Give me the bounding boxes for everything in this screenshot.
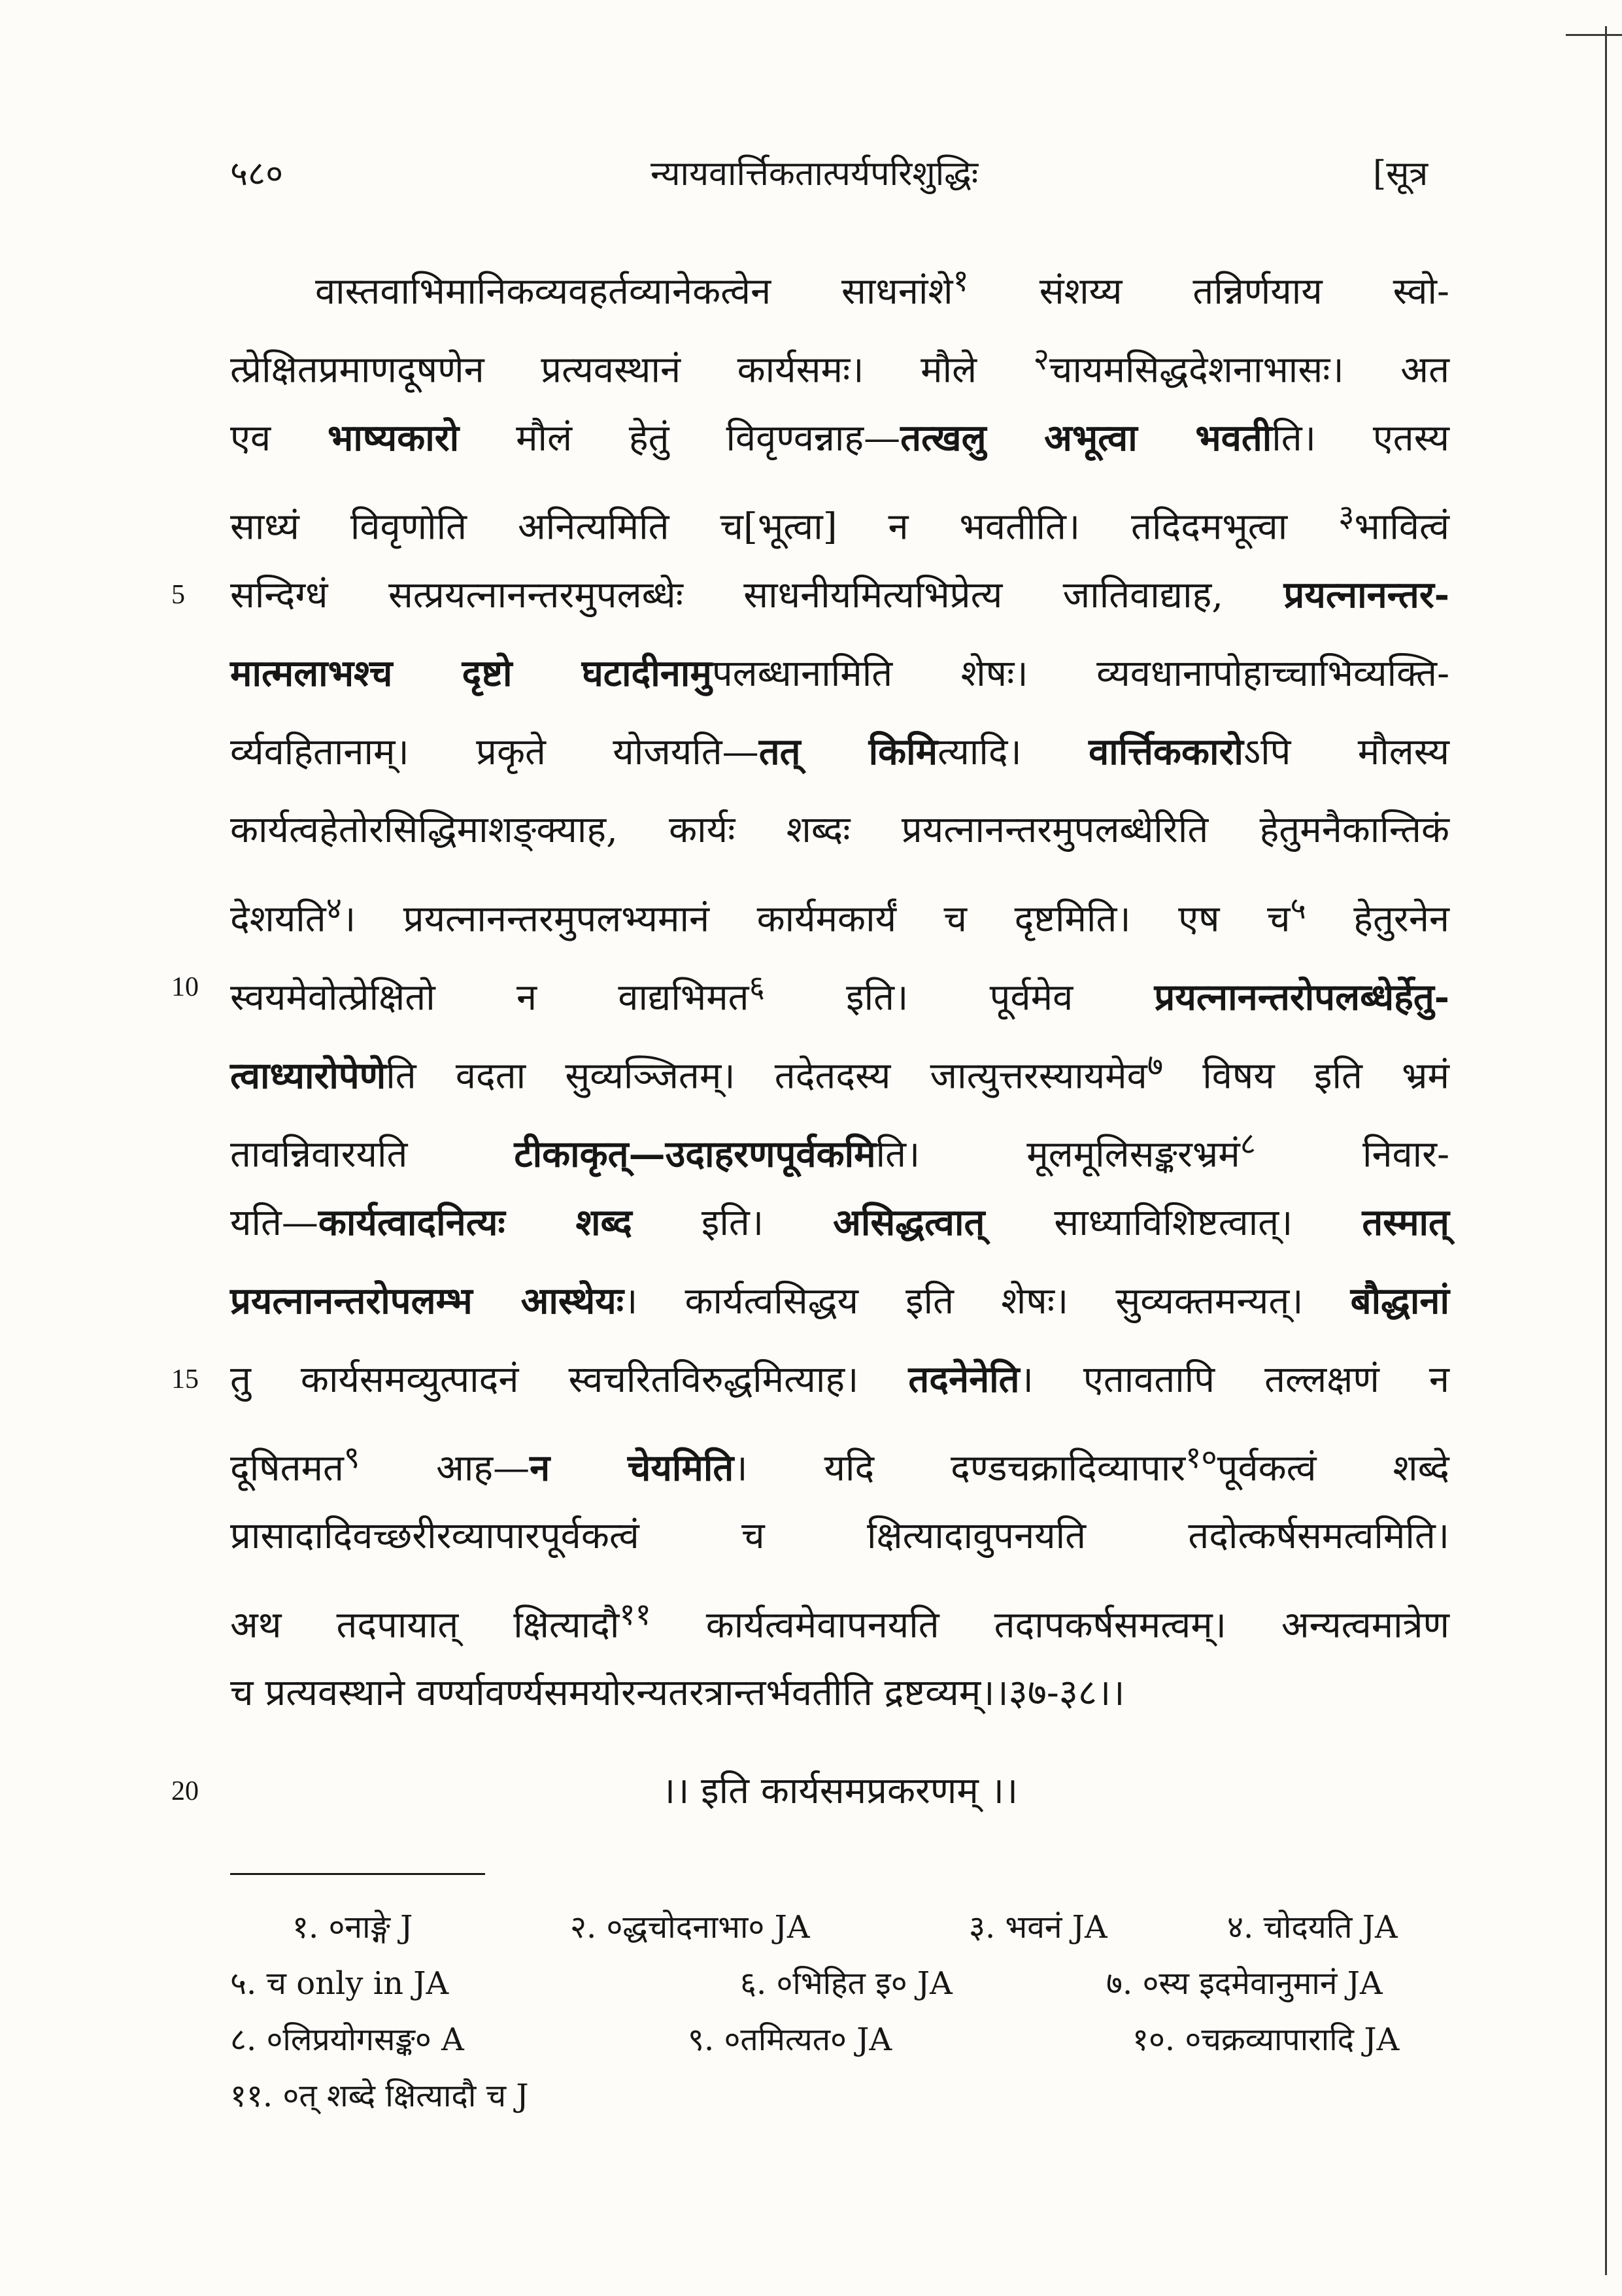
text-line: साध्यं विवृणोति अनित्यमिति च[भूत्वा] न भवतीति। तदिदमभूत्वा $^३$भावित्वं — [230, 499, 1449, 549]
text-line: यति—कार्यत्वादनित्यः शब्द इति। असिद्धत्वात् साध्याविशिष्टत्वात्। तस्मात् — [230, 1201, 1449, 1244]
bold-term: प्रयत्नानन्तर- — [1283, 573, 1449, 616]
footnote-row — [230, 1955, 1449, 2012]
colophon-text: ।। इति कार्यसमप्रकरणम् ।। — [661, 1770, 1019, 1812]
page-header — [0, 149, 1622, 201]
section-colophon — [171, 1755, 1449, 1827]
text-line: कार्यत्वहेतोरसिद्धिमाशङ्क्याह, कार्यः शब्दः प्रयत्नानन्तरमुपलब्धेरिति हेतुमनैकान्तिकं — [230, 809, 1449, 851]
footnote: ७. ०स्य इदमेवानुमानं JA — [1106, 1965, 1383, 2002]
footnote: ९. ०तमित्यत० JA — [688, 2021, 892, 2058]
footnote-ref: ४ — [326, 891, 342, 926]
text-line: वास्तवाभिमानिकव्यवहर्तव्यानेकत्वेन साधनांशे$^१$ संशय्य तन्निर्णयाय स्वो- — [315, 263, 1449, 313]
footnote: ५. च only in JA — [230, 1965, 449, 2002]
commentary-text — [171, 242, 1450, 1732]
footnote-ref: ११ — [619, 1597, 651, 1632]
bold-term: असिद्धत्वात् — [833, 1201, 985, 1244]
bold-term: टीकाकृत्—उदाहरणपूर्वकमि — [514, 1132, 876, 1176]
bold-term: बौद्धानां — [1350, 1279, 1449, 1323]
footnote-row — [230, 1899, 1449, 1955]
footnote-ref: ७ — [1147, 1048, 1164, 1083]
text-line: दूषितमत$^९$ आह—न चेयमिति। यदि दण्डचक्रादिव्यापार$^{१०}$पूर्वकत्वं शब्दे — [230, 1440, 1449, 1490]
footnote: ४. चोदयति JA — [1227, 1909, 1398, 1946]
text-line: र्व्यवहितानाम्। प्रकृते योजयति—तत् किमित्यादि। वार्त्तिककारोऽपि मौलस्य — [230, 730, 1449, 773]
footnote: ६. ०भिहित इ० JA — [740, 1965, 953, 2002]
bold-term: तदनेनेति — [908, 1358, 1020, 1401]
line-number: 15 — [171, 1364, 199, 1394]
bold-term: तत् किमि — [758, 730, 938, 773]
footnote-ref: २ — [1033, 342, 1049, 377]
page-number: ५८० — [230, 154, 284, 194]
footnote-ref: ९ — [343, 1440, 360, 1476]
bold-term: त्वाध्यारोपेणे — [230, 1054, 386, 1098]
bold-term: मात्मलाभश्च दृष्टो घटादीनामु — [230, 652, 712, 695]
footnote-row — [230, 2012, 1449, 2068]
footnotes — [230, 1899, 1449, 2124]
footnote: २. ०द्धचोदनाभा० JA — [570, 1909, 810, 1946]
bold-term: कार्यत्वादनित्यः शब्द — [318, 1201, 632, 1244]
footnote-ref: ८ — [1240, 1126, 1256, 1162]
line-number: 10 — [171, 972, 199, 1002]
section-mark: [सूत्र — [1373, 154, 1428, 194]
bold-term: प्रयत्नानन्तरोपलब्धेर्हेतु- — [1154, 975, 1449, 1019]
footnote-ref: ५ — [1290, 891, 1306, 926]
footnote: १०. ०चक्रव्यापारादि JA — [1132, 2021, 1400, 2058]
text-line: 10 स्वयमेवोत्प्रेक्षितो न वाद्यभिमत$^६$ इति। पूर्वमेव प्रयत्नानन्तरोपलब्धेर्हेतु- — [230, 948, 1449, 1026]
text-line: मात्मलाभश्च दृष्टो घटादीनामुपलब्धानामिति शेषः। व्यवधानापोहाच्चाभिव्यक्ति- — [230, 652, 1449, 695]
line-number: 20 — [171, 1776, 199, 1806]
bold-term: भाष्यकारो — [328, 416, 460, 460]
text-line: त्प्रेक्षितप्रमाणदूषणेन प्रत्यवस्थानं कार्यसमः। मौले $^२$चायमसिद्धदेशनाभासः। अत — [230, 342, 1449, 392]
footnote: ११. ०त् शब्दे क्षित्यादौ च J — [230, 2078, 529, 2114]
running-title: न्यायवार्त्तिकतात्पर्यपरिशुद्धिः — [650, 154, 979, 194]
footnote: ३. भवनं JA — [969, 1909, 1107, 1946]
text-line: तावन्निवारयति टीकाकृत्—उदाहरणपूर्वकमिति। मूलमूलिसङ्करभ्रमं$^८$ निवार- — [230, 1126, 1449, 1176]
bold-term: वार्त्तिककारो — [1089, 730, 1243, 773]
bold-term: तस्मात् — [1362, 1201, 1449, 1244]
text-line: देशयति$^४$। प्रयत्नानन्तरमुपलभ्यमानं कार्यमकार्यं च दृष्टमिति। एष च$^५$ हेतुरनेन — [230, 891, 1450, 941]
text-line: प्रासादादिवच्छरीरव्यापारपूर्वकत्वं च क्षित्यादावुपनयति तदोत्कर्षसमत्वमिति। — [230, 1515, 1449, 1557]
footnote: १. ०नाङ्गे J — [292, 1909, 413, 1946]
text-line: अथ तदपायात् क्षित्यादौ$^{११}$ कार्यत्वमेवापनयति तदापकर्षसमत्वम्। अन्यत्वमात्रेण — [230, 1597, 1449, 1647]
bold-term: न चेयमिति — [530, 1446, 734, 1490]
bold-term: तत्खलु अभूत्वा भवती — [900, 416, 1272, 460]
footnote: ८. ०लिप्रयोगसङ्क० A — [230, 2021, 464, 2058]
footnote-row — [230, 2068, 1449, 2124]
text-line: प्रयत्नानन्तरोपलम्भ आस्थेयः। कार्यत्वसिद्धय इति शेषः। सुव्यक्तमन्यत्। बौद्धानां — [230, 1279, 1449, 1323]
text-line: 5 सन्दिग्धं सत्प्रयत्नानन्तरमुपलब्धेः साधनीयमित्यभिप्रेत्य जातिवाद्याह, प्रयत्नानन्तर- — [230, 556, 1449, 634]
text-line: 15 तु कार्यसमव्युत्पादनं स्वचरितविरुद्धमित्याह। तदनेनेति। एतावतापि तल्लक्षणं न — [230, 1340, 1449, 1419]
text-line: च प्रत्यवस्थाने वर्ण्यावर्ण्यसमयोरन्यतरत्रान्तर्भवतीति द्रष्टव्यम्।।३७-३८।। — [230, 1672, 1125, 1714]
line-number: 5 — [171, 580, 185, 610]
footnote-ref: १ — [953, 263, 969, 299]
text-line: एव भाष्यकारो मौलं हेतुं विवृण्वन्नाह—तत्खलु अभूत्वा भवतीति। एतस्य — [230, 416, 1449, 460]
bold-term: प्रयत्नानन्तरोपलम्भ आस्थेयः — [230, 1279, 624, 1323]
footnote-ref: ३ — [1338, 499, 1355, 534]
footnote-ref: १० — [1185, 1440, 1217, 1476]
text-line: त्वाध्यारोपेणेति वदता सुव्यञ्जितम्। तदेतदस्य जात्युत्तरस्यायमेव$^७$ विषय इति भ्रमं — [230, 1048, 1449, 1098]
page-edge-rule-right — [1605, 26, 1607, 2275]
footnote-ref: ६ — [749, 970, 765, 1005]
footnote-divider — [230, 1873, 485, 1875]
page-edge-rule-top — [1566, 34, 1622, 36]
